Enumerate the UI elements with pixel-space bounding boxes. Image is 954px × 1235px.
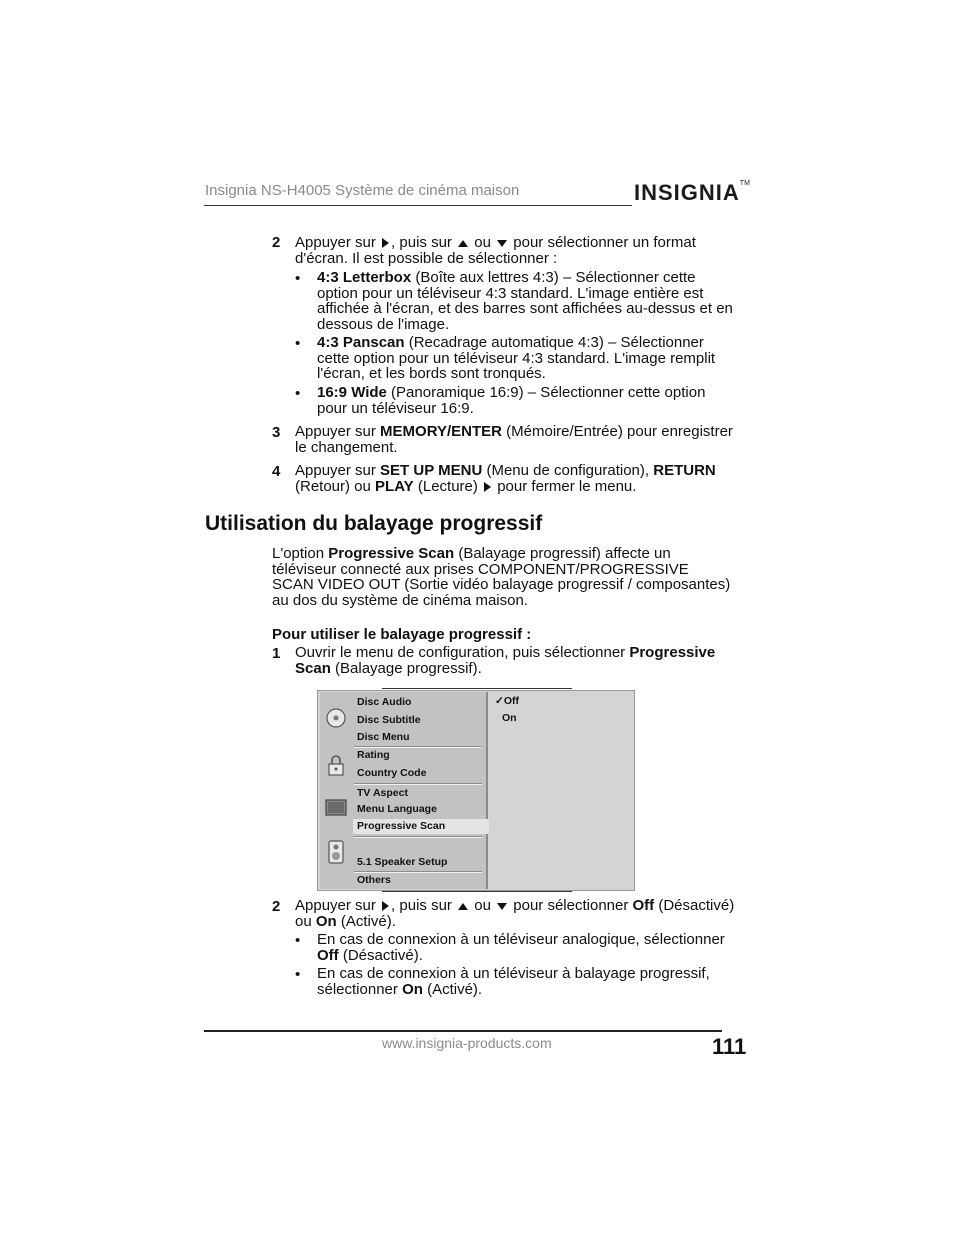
text: téléviseur connecté aux prises COMPONENT/PROGRESSIVE <box>272 560 689 578</box>
right-arrow-icon <box>382 238 389 248</box>
tv-icon <box>325 798 347 818</box>
menu-item-tv-aspect[interactable]: TV Aspect <box>357 787 408 799</box>
text: L'option <box>272 545 329 562</box>
running-header-title: Insignia NS-H4005 Système de cinéma maison <box>205 182 520 199</box>
text: sélectionner <box>317 980 403 998</box>
text: (Boîte aux lettres 4:3) – Sélectionner cette <box>411 269 696 286</box>
key-name: PLAY <box>375 477 414 495</box>
menu-item-progressive-scan[interactable]: Progressive Scan <box>357 820 446 832</box>
step-2-line-2: d'écran. Il est possible de sélectionner : <box>295 250 558 267</box>
menu-item-disc-menu[interactable]: Disc Menu <box>357 731 410 743</box>
bullet-icon: • <box>295 932 301 949</box>
text: (Recadrage automatique 4:3) – Sélectionner <box>404 334 704 351</box>
text: (Menu de configuration), <box>482 462 654 479</box>
menu-group-separator <box>354 783 482 785</box>
step-1-progressive <box>295 645 715 676</box>
bullet-icon: • <box>295 335 301 352</box>
text: SCAN VIDEO OUT (Sortie vidéo balayage progressif / composantes) <box>272 576 731 594</box>
text: Appuyer sur <box>295 423 381 440</box>
menu-item-menu-language[interactable]: Menu Language <box>357 803 437 815</box>
menu-group-separator <box>354 746 482 748</box>
term: Progressive Scan <box>328 545 455 562</box>
bullet-progressive <box>317 966 710 997</box>
text: En cas de connexion à un téléviseur analogique, sélectionner <box>317 931 725 948</box>
menu-group-separator <box>354 836 482 838</box>
text: , puis sur <box>391 897 457 914</box>
term: 16:9 Wide <box>317 384 387 401</box>
key-name: SET UP MENU <box>380 462 483 479</box>
term: On <box>315 912 337 930</box>
key-name: MEMORY/ENTER <box>380 423 502 440</box>
text: pour sélectionner <box>509 897 633 914</box>
procedure-heading: Pour utiliser le balayage progressif : <box>272 626 532 643</box>
text: (Désactivé) <box>654 897 735 914</box>
page-number: 111 <box>712 1034 747 1059</box>
step-2-line-1 <box>295 235 696 251</box>
menu-item-disc-audio[interactable]: Disc Audio <box>357 696 412 708</box>
step-4 <box>295 463 716 494</box>
step-number: 1 <box>272 645 281 662</box>
insignia-logo <box>634 180 750 206</box>
down-arrow-icon <box>497 240 507 247</box>
text: , puis sur <box>391 234 457 251</box>
step-3 <box>295 424 733 455</box>
footer-rule <box>204 1030 722 1032</box>
text: (Activé). <box>336 912 396 930</box>
text: (Mémoire/Entrée) pour enregistrer <box>502 423 733 440</box>
step-number: 2 <box>272 898 281 915</box>
header-rule <box>204 205 632 206</box>
up-arrow-icon <box>458 903 468 910</box>
text: Appuyer sur <box>295 897 381 914</box>
text: (Désactivé). <box>338 946 423 964</box>
menu-item-others[interactable]: Others <box>357 874 391 886</box>
menu-item-disc-subtitle[interactable]: Disc Subtitle <box>357 714 421 726</box>
section-title: Utilisation du balayage progressif <box>205 512 543 535</box>
step-number: 4 <box>272 463 281 480</box>
text: l'écran, et les bords sont tronqués. <box>317 365 546 383</box>
option-label: Off <box>503 695 519 707</box>
logo-text: INSIGNIA <box>634 180 740 205</box>
text: ou <box>470 897 496 914</box>
text: affichée à l'écran, et des barres sont affichées au-dessus et en <box>317 300 733 318</box>
key-name: RETURN <box>653 462 716 479</box>
text: En cas de connexion à un téléviseur à balayage progressif, <box>317 965 710 982</box>
term: 4:3 Letterbox <box>317 269 412 286</box>
text: ou <box>295 912 316 930</box>
bullet-wide <box>317 385 705 416</box>
bullet-icon: • <box>295 385 301 402</box>
text: Appuyer sur <box>295 234 381 251</box>
text: pour sélectionner un format <box>509 234 696 251</box>
figure-rule-bottom <box>382 891 572 892</box>
text: (Retour) ou <box>295 477 376 495</box>
bullet-icon: • <box>295 966 301 983</box>
text: le changement. <box>295 438 398 456</box>
up-arrow-icon <box>458 240 468 247</box>
text: (Balayage progressif). <box>330 659 482 677</box>
term: On <box>402 980 423 998</box>
menu-item-rating[interactable]: Rating <box>357 749 390 761</box>
option-on[interactable]: On <box>502 712 517 724</box>
term: Progressive <box>629 644 716 661</box>
text: au dos du système de cinéma maison. <box>272 591 528 609</box>
bullet-letterbox <box>317 270 733 332</box>
right-arrow-icon <box>382 901 389 911</box>
option-off[interactable] <box>495 695 519 707</box>
text: (Balayage progressif) affecte un <box>454 545 671 562</box>
text: (Lecture) <box>413 477 483 495</box>
text: (Activé). <box>422 980 483 998</box>
menu-item-speaker-setup[interactable]: 5.1 Speaker Setup <box>357 856 448 868</box>
logo-trademark: TM <box>739 180 750 187</box>
term: Off <box>317 946 339 964</box>
bullet-panscan <box>317 335 715 382</box>
down-arrow-icon <box>497 903 507 910</box>
check-icon: ✓ <box>495 695 504 707</box>
bullet-icon: • <box>295 270 301 287</box>
text: option pour un téléviseur 4:3 standard. L'image entière est <box>317 284 704 302</box>
step-2-progressive <box>295 898 734 929</box>
text: cette option pour un téléviseur 4:3 standard. L'image remplit <box>317 349 716 367</box>
term: 4:3 Panscan <box>317 334 405 351</box>
lock-icon <box>325 754 347 776</box>
text: ou <box>470 234 496 251</box>
step-number: 3 <box>272 424 281 441</box>
term: Off <box>632 897 655 914</box>
section-intro <box>272 546 730 608</box>
figure-rule-top <box>382 688 572 689</box>
text: pour fermer le menu. <box>493 477 637 495</box>
text: dessous de l'image. <box>317 315 450 333</box>
menu-group-separator <box>354 871 482 873</box>
text: Appuyer sur <box>295 462 381 479</box>
disc-icon <box>325 707 347 729</box>
term: Scan <box>295 659 331 677</box>
footer-url: www.insignia-products.com <box>382 1035 552 1051</box>
text: Ouvrir le menu de configuration, puis sélectionner <box>295 644 630 661</box>
right-arrow-icon <box>484 482 491 492</box>
speaker-icon <box>325 840 347 864</box>
text: pour un téléviseur 16:9. <box>317 399 474 417</box>
step-number: 2 <box>272 234 281 251</box>
text: (Panoramique 16:9) – Sélectionner cette option <box>386 384 706 401</box>
menu-item-country-code[interactable]: Country Code <box>357 767 427 779</box>
bullet-analog <box>317 932 725 963</box>
